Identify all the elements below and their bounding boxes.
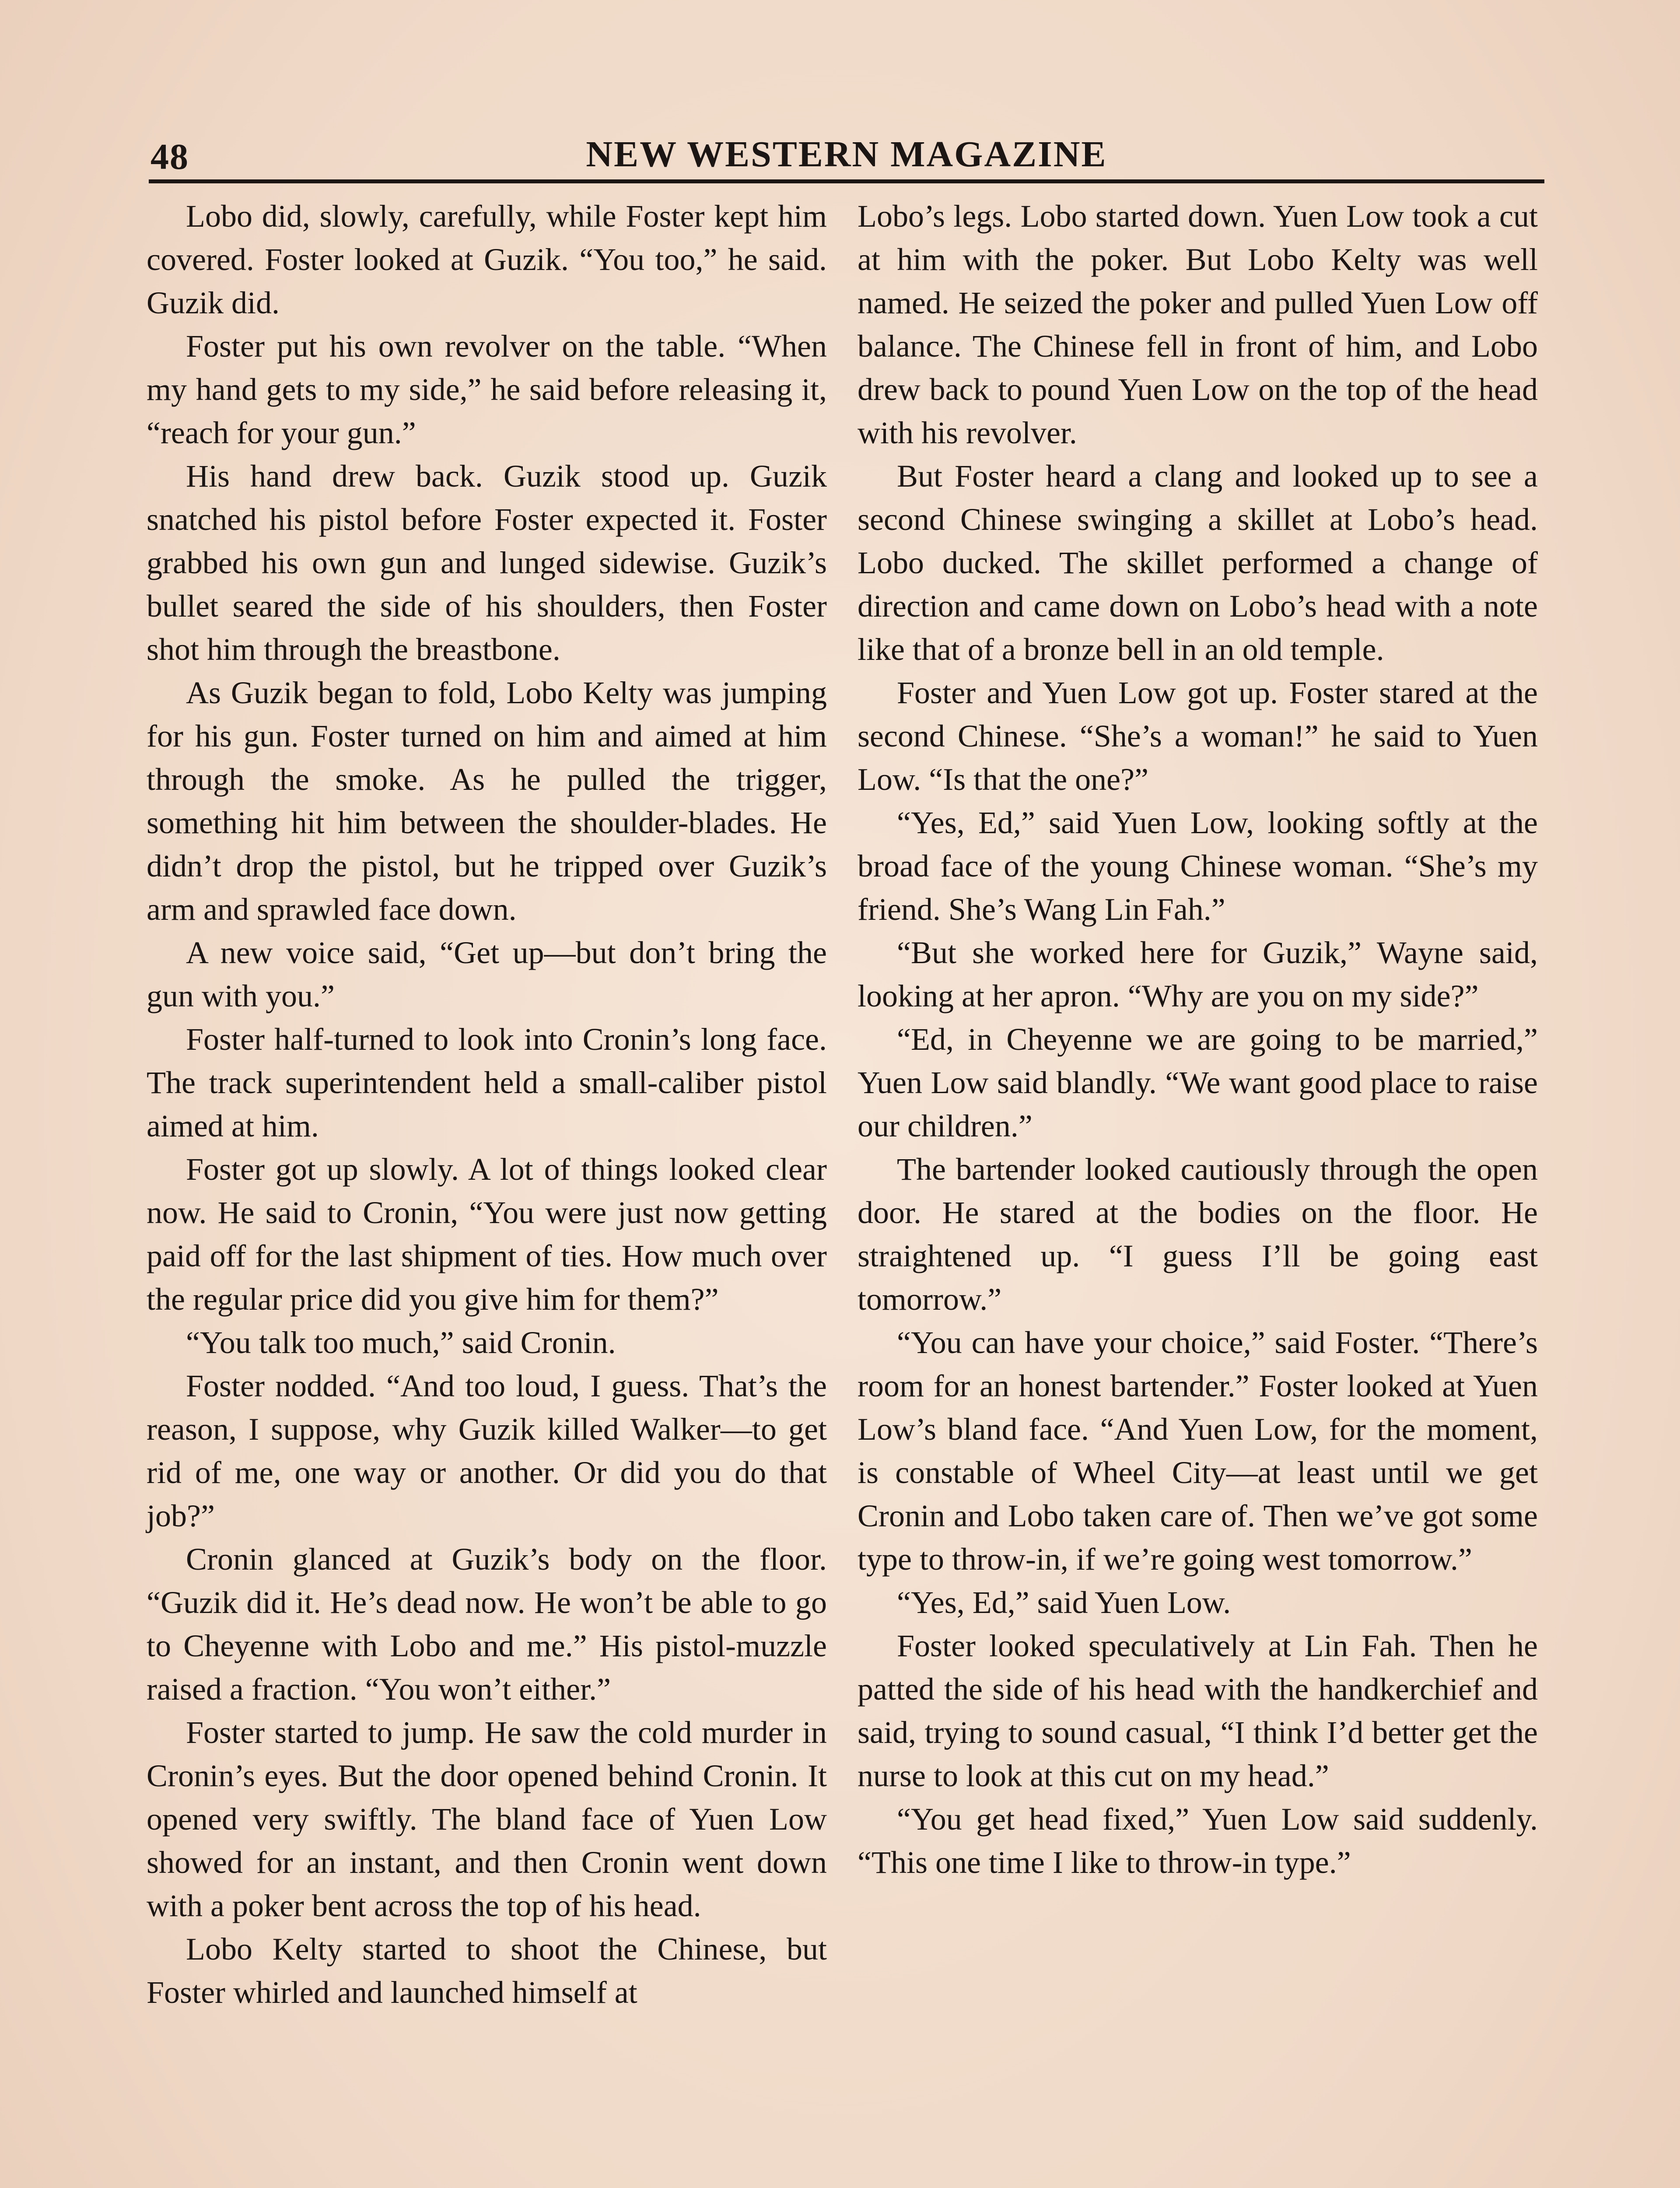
paragraph: “Yes, Ed,” said Yuen Low. [897, 1585, 1231, 1620]
paragraph: Foster half-turned to look into Cronin’s long face. The track superintendent held a small-caliber pistol aimed at him. [147, 1022, 827, 1143]
right-column [858, 195, 1538, 1884]
paragraph: His hand drew back. Guzik stood up. Guzik snatched his pistol before Foster expected it. Foster grabbed his own gun and lunged sidewise. Guzik’s bullet seared the side of his shoulders, then Foster shot him through the breastbone. [147, 459, 827, 667]
paragraph: The bartender looked cautiously through the open door. He stared at the bodies on the floor. He straightened up. “I guess I’ll be going east tomorrow.” [858, 1152, 1538, 1317]
paragraph: But Foster heard a clang and looked up to see a second Chinese swinging a skillet at Lobo’s head. Lobo ducked. The skillet performed a change of direction and came down on Lobo’s head with a note like that of a bronze bell in an old temple. [858, 459, 1538, 667]
paragraph: Cronin glanced at Guzik’s body on the floor. “Guzik did it. He’s dead now. He won’t be able to go to Cheyenne with Lobo and me.” His pistol-muzzle raised a fraction. “You won’t either.” [147, 1542, 827, 1707]
paragraph: A new voice said, “Get up—but don’t bring the gun with you.” [147, 935, 827, 1013]
paragraph: “You talk too much,” said Cronin. [186, 1325, 616, 1360]
paragraph: “But she worked here for Guzik,” Wayne said, looking at her apron. “Why are you on my side?” [858, 935, 1538, 1013]
paragraph: Lobo Kelty started to shoot the Chinese, but Foster whirled and launched himself at [147, 1932, 827, 2010]
paragraph: Foster nodded. “And too loud, I guess. That’s the reason, I suppose, why Guzik killed Walker—to get rid of me, one way or another. Or did you do that job?” [147, 1368, 827, 1533]
left-column [147, 195, 827, 2014]
page-number: 48 [150, 137, 189, 177]
paragraph: Lobo did, slowly, carefully, while Foster kept him covered. Foster looked at Guzik. “You too,” he said. Guzik did. [147, 199, 827, 320]
running-title: NEW WESTERN MAGAZINE [586, 134, 1107, 175]
paragraph: Foster and Yuen Low got up. Foster stared at the second Chinese. “She’s a woman!” he said to Yuen Low. “Is that the one?” [858, 675, 1538, 797]
paragraph: “Ed, in Cheyenne we are going to be married,” Yuen Low said blandly. “We want good place to raise our children.” [858, 1022, 1538, 1143]
paragraph-continuation: Lobo’s legs. Lobo started down. Yuen Low took a cut at him with the poker. But Lobo Kelty was well named. He seized the poker and pulled Yuen Low off balance. The Chinese fell in front of him, and Lobo drew back to pound Yuen Low on the top of the head with his revolver. [858, 199, 1538, 450]
paragraph: Foster put his own revolver on the table. “When my hand gets to my side,” he said before releasing it, “reach for your gun.” [147, 329, 827, 450]
paragraph: “Yes, Ed,” said Yuen Low, looking softly at the broad face of the young Chinese woman. “She’s my friend. She’s Wang Lin Fah.” [858, 805, 1538, 927]
paragraph: “You can have your choice,” said Foster. “There’s room for an honest bartender.” Foster looked at Yuen Low’s bland face. “And Yuen Low, for the moment, is constable of Wheel City—at least until we get Cronin and Lobo taken care of. Then we’ve got some type to throw-in, if we’re going west tomorrow.” [858, 1325, 1538, 1577]
paragraph: Foster started to jump. He saw the cold murder in Cronin’s eyes. But the door opened behind Cronin. It opened very swiftly. The bland face of Yuen Low showed for an instant, and then Cronin went down with a poker bent across the top of his head. [147, 1715, 827, 1923]
paragraph: Foster got up slowly. A lot of things looked clear now. He said to Cronin, “You were just now getting paid off for the last shipment of ties. How much over the regular price did you give him for them?” [147, 1152, 827, 1317]
paragraph: “You get head fixed,” Yuen Low said suddenly. “This one time I like to throw-in type.” [858, 1802, 1538, 1880]
paragraph: As Guzik began to fold, Lobo Kelty was jumping for his gun. Foster turned on him and aimed at him through the smoke. As he pulled the trigger, something hit him between the shoulder-blades. He didn’t drop the pistol, but he tripped over Guzik’s arm and sprawled face down. [147, 675, 827, 927]
paragraph: Foster looked speculatively at Lin Fah. Then he patted the side of his head with the handkerchief and said, trying to sound casual, “I think I’d better get the nurse to look at this cut on my head.” [858, 1628, 1538, 1793]
page-header [149, 127, 1544, 183]
